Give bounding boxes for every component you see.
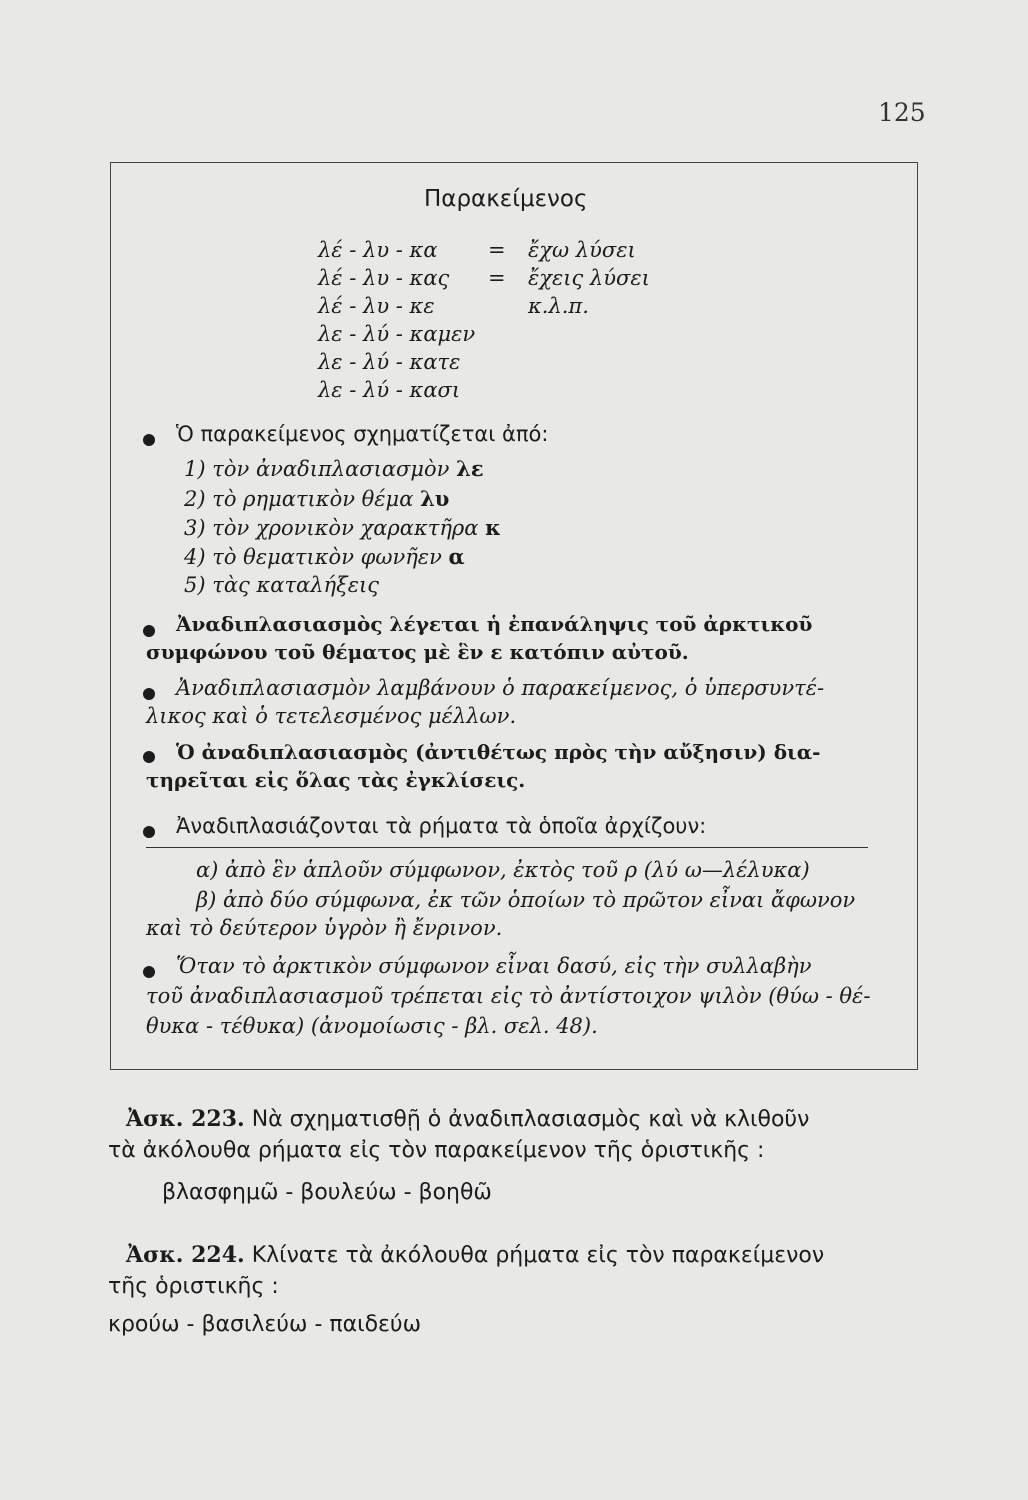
box-title: Παρακείμενος xyxy=(424,186,588,212)
rule5-line1: Ὅταν τὸ ἀρκτικὸν σύμφωνον εἶναι δασύ, εἰς τὴν συλλαβὴν xyxy=(176,954,812,978)
item-text: τὸν χρονικὸν χαρακτῆρα xyxy=(212,516,479,540)
rule3-line1: Ὁ ἀναδιπλασιασμὸς (ἀντιθέτως πρὸς τὴν αὔξησιν) δια- xyxy=(176,740,821,764)
bullet-icon xyxy=(143,625,155,637)
list-item xyxy=(184,486,449,511)
item-bold: α xyxy=(448,544,465,569)
rule4-heading: Ἀναδιπλασιάζονται τὰ ρήματα τὰ ὁποῖα ἀρχίζουν: xyxy=(176,814,707,838)
rule4-a: α) ἀπὸ ἓν ἁπλοῦν σύμφωνον, ἐκτὸς τοῦ ρ (λύ ω—λέλυκα) xyxy=(196,858,810,882)
bullet-icon xyxy=(143,434,155,446)
item-num: 2) xyxy=(184,487,206,511)
item-num: 3) xyxy=(184,516,206,540)
item-text: τὸ ρηματικὸν θέμα xyxy=(212,487,414,511)
item-text: τὰς καταλήξεις xyxy=(212,573,379,597)
conj-gloss: ἔχω λύσει xyxy=(528,238,636,262)
rule4-b2: καὶ τὸ δεύτερον ὑγρὸν ἢ ἔνρινον. xyxy=(146,916,503,940)
conj-form: λέ - λυ - κα xyxy=(318,238,438,262)
item-bold: λε xyxy=(456,456,484,481)
rule3-line2: τηρεῖται εἰς ὅλας τὰς ἐγκλίσεις. xyxy=(146,768,526,792)
rule5-line3: θυκα - τέθυκα) (ἀνομοίωσις - βλ. σελ. 48). xyxy=(146,1014,598,1038)
item-num: 1) xyxy=(184,457,206,481)
rule1-line2: συμφώνου τοῦ θέματος μὲ ἓν ε κατόπιν αὐτοῦ. xyxy=(146,640,689,664)
formation-intro: Ὁ παρακείμενος σχηματίζεται ἀπό: xyxy=(176,422,549,446)
conj-form: λε - λύ - κατε xyxy=(318,350,461,374)
bullet-icon xyxy=(143,688,155,700)
item-text: τὸν ἀναδιπλασιασμὸν xyxy=(212,457,450,481)
rule2-line1: Ἀναδιπλασιασμὸν λαμβάνουν ὁ παρακείμενος, ὁ ὑπερσυντέ- xyxy=(176,676,825,700)
bullet-icon xyxy=(143,966,155,978)
exercise-line xyxy=(126,1242,824,1268)
exercise-text: Κλίνατε τὰ ἀκόλουθα ρήματα εἰς τὸν παρακείμενον xyxy=(251,1243,825,1268)
item-bold: λυ xyxy=(420,486,450,511)
exercise-text: Νὰ σχηματισθῇ ὁ ἀναδιπλασιασμὸς καὶ νὰ κλιθοῦν xyxy=(251,1107,810,1132)
exercise-line: τῆς ὁριστικῆς : xyxy=(108,1274,279,1299)
item-num: 5) xyxy=(184,573,206,597)
list-item xyxy=(184,456,484,481)
bullet-icon xyxy=(143,826,155,838)
list-item xyxy=(184,573,379,597)
conj-form: λέ - λυ - κας xyxy=(318,266,450,290)
list-item xyxy=(184,544,465,569)
exercise-verbs: βλασφημῶ - βουλεύω - βοηθῶ xyxy=(162,1180,492,1205)
bullet-icon xyxy=(143,751,155,763)
conj-form: λέ - λυ - κε xyxy=(318,294,435,318)
exercise-verbs: κρούω - βασιλεύω - παιδεύω xyxy=(108,1312,422,1337)
item-text: τὸ θεματικὸν φωνῆεν xyxy=(212,545,442,569)
exercise-line xyxy=(126,1106,809,1132)
conj-form: λε - λύ - καμεν xyxy=(318,322,476,346)
rule1-line1: Ἀναδιπλασιασμὸς λέγεται ἡ ἐπανάληψις τοῦ ἀρκτικοῦ xyxy=(176,612,813,636)
item-bold: κ xyxy=(485,515,501,540)
conj-eq: = xyxy=(488,238,506,262)
exercise-label: Ἀσκ. 224. xyxy=(126,1242,245,1268)
conj-form: λε - λύ - κασι xyxy=(318,378,461,402)
rule4-b1: β) ἀπὸ δύο σύμφωνα, ἐκ τῶν ὁποίων τὸ πρῶτον εἶναι ἄφωνον xyxy=(196,888,856,912)
rule5-line2: τοῦ ἀναδιπλασιασμοῦ τρέπεται εἰς τὸ ἀντίστοιχον ψιλὸν (θύω - θέ- xyxy=(146,984,871,1008)
conj-gloss: κ.λ.π. xyxy=(528,294,589,318)
conj-eq: = xyxy=(488,266,506,290)
rule2-line2: λικος καὶ ὁ τετελεσμένος μέλλων. xyxy=(146,704,517,728)
page-number: 125 xyxy=(878,98,926,127)
item-num: 4) xyxy=(184,545,206,569)
exercise-line: τὰ ἀκόλουθα ρήματα εἰς τὸν παρακείμενον τῆς ὁριστικῆς : xyxy=(108,1138,765,1163)
exercise-label: Ἀσκ. 223. xyxy=(126,1106,245,1132)
divider xyxy=(146,847,868,848)
list-item xyxy=(184,515,501,540)
conj-gloss: ἔχεις λύσει xyxy=(528,266,650,290)
